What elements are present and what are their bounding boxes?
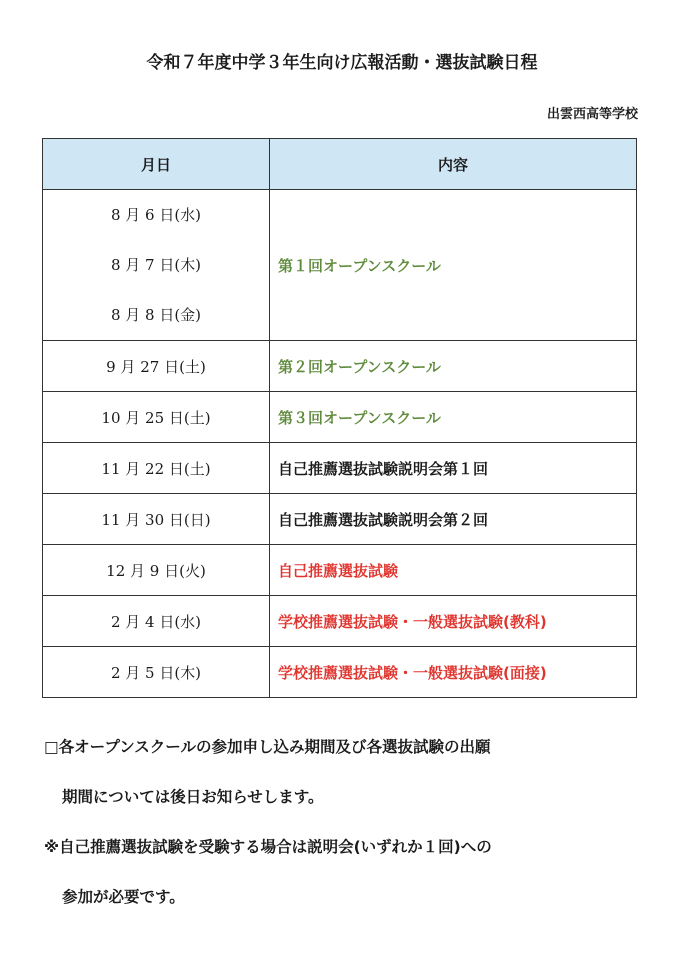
event-cell: 学校推薦選抜試験・一般選抜試験(面接) — [270, 647, 637, 698]
event-cell: 第２回オープンスクール — [270, 341, 637, 392]
event-cell: 自己推薦選抜試験説明会第２回 — [270, 494, 637, 545]
date-cell: 11 月 30 日(日) — [43, 494, 270, 545]
date-cell: 9 月 27 日(土) — [43, 341, 270, 392]
table-row — [43, 494, 637, 545]
notes — [44, 722, 644, 922]
schedule-table — [42, 138, 637, 698]
note-line: 期間については後日お知らせします。 — [62, 788, 324, 806]
date-line: 8 月 7 日(木) — [110, 256, 202, 274]
date-line: 8 月 8 日(金) — [110, 306, 202, 324]
note-line: ※自己推薦選抜試験を受験する場合は説明会(いずれか１回)への — [44, 838, 492, 856]
table-row — [43, 392, 637, 443]
date-cell: 12 月 9 日(火) — [43, 545, 270, 596]
date-cell: 10 月 25 日(土) — [43, 392, 270, 443]
note-line: 参加が必要です。 — [62, 888, 185, 906]
school-name: 出雲西高等学校 — [546, 107, 638, 122]
event-cell: 自己推薦選抜試験 — [270, 545, 637, 596]
table-header-row — [43, 139, 637, 190]
date-cell: 2 月 5 日(木) — [43, 647, 270, 698]
date-cell: 11 月 22 日(土) — [43, 443, 270, 494]
event-cell: 学校推薦選抜試験・一般選抜試験(教科) — [270, 596, 637, 647]
date-line: 8 月 6 日(水) — [110, 206, 202, 224]
table-row — [43, 443, 637, 494]
event-cell: 第３回オープンスクール — [270, 392, 637, 443]
header-date: 月日 — [43, 139, 270, 190]
date-cell: 2 月 4 日(水) — [43, 596, 270, 647]
date-cell — [43, 190, 270, 341]
note-line: □各オープンスクールの参加申し込み期間及び各選抜試験の出願 — [44, 738, 491, 756]
table-row — [43, 190, 637, 341]
header-content: 内容 — [270, 139, 637, 190]
event-cell: 第１回オープンスクール — [270, 190, 637, 341]
event-cell: 自己推薦選抜試験説明会第１回 — [270, 443, 637, 494]
table-row — [43, 647, 637, 698]
table-row — [43, 341, 637, 392]
document-title: 令和７年度中学３年生向け広報活動・選抜試験日程 — [146, 53, 538, 73]
table-row — [43, 596, 637, 647]
table-row — [43, 545, 637, 596]
